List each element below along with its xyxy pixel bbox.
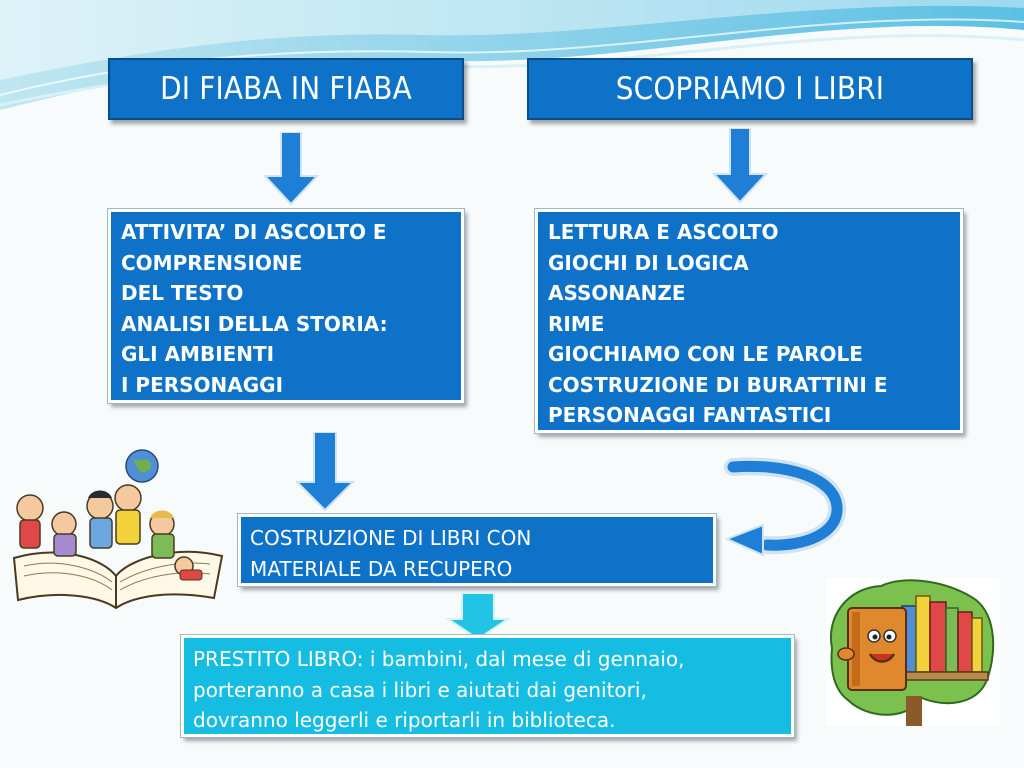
left-list-item: DEL TESTO [121, 281, 244, 305]
left-list-item: I PERSONAGGI [121, 372, 284, 397]
curved-return-arrow-icon [715, 455, 855, 560]
left-down-arrow-icon [263, 132, 319, 206]
left-activities-box [108, 209, 464, 403]
right-list-item: RIME [548, 311, 605, 336]
recycle-line: COSTRUZIONE DI LIBRI CON [250, 526, 532, 550]
right-title-box [527, 58, 973, 120]
left-list-item: GLI AMBIENTI [121, 342, 275, 366]
recycle-line: MATERIALE DA RECUPERO [250, 557, 513, 581]
loan-line: porteranno a casa i libri e aiutati dai genitori, [193, 677, 647, 702]
right-title: SCOPRIAMO I LIBRI [615, 71, 885, 107]
right-activities-box [535, 209, 963, 433]
open-book-children-clipart [4, 448, 229, 613]
right-list-item: GIOCHI DI LOGICA [548, 250, 749, 275]
left-list-item: ATTIVITA’ DI ASCOLTO E [121, 220, 387, 244]
right-list-item: COSTRUZIONE DI BURATTINI E [548, 372, 888, 397]
loan-line: dovranno leggerli e riportarli in biblioteca. [193, 708, 616, 732]
left-title-box [108, 58, 464, 120]
loan-line: PRESTITO LIBRO: i bambini, dal mese di gennaio, [193, 647, 685, 671]
right-down-arrow-icon [712, 128, 768, 204]
right-list-item: GIOCHIAMO CON LE PAROLE [548, 342, 863, 366]
book-loan-box [181, 635, 794, 737]
right-list-item: LETTURA E ASCOLTO [548, 220, 779, 244]
left-list-item: COMPRENSIONE [121, 250, 303, 275]
right-list-item: ASSONANZE [548, 281, 686, 305]
cyan-down-arrow-icon [446, 593, 510, 641]
middle-down-arrow-icon [295, 432, 355, 512]
recycle-books-box [238, 514, 716, 586]
left-title: DI FIABA IN FIABA [160, 71, 412, 107]
smiling-book-shelf-clipart [826, 578, 1000, 726]
right-list-item: PERSONAGGI FANTASTICI [548, 403, 832, 427]
left-list-item: ANALISI DELLA STORIA: [121, 311, 388, 336]
